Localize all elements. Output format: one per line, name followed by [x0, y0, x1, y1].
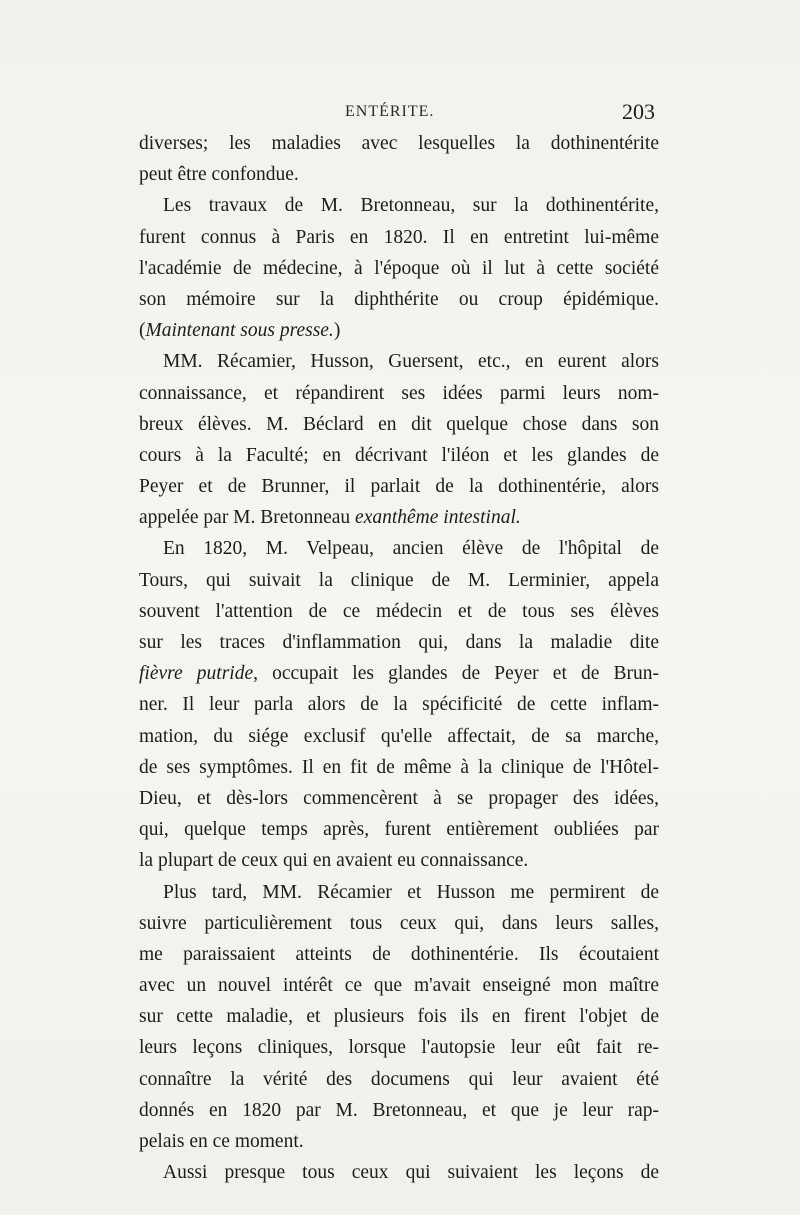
text-line: pelais en ce moment.	[139, 1131, 304, 1152]
text-line: MM. Récamier, Husson, Guersent, etc., en eurent alors	[163, 351, 659, 373]
text-line: cours à la Faculté; en décrivant l'iléon et les glandes de	[139, 444, 659, 466]
text-line: furent connus à Paris en 1820. Il en entretint lui-même	[139, 226, 659, 248]
text-line: peut être confondue.	[139, 164, 299, 186]
text-line: mation, du siége exclusif qu'elle affectait, de sa marche,	[139, 725, 659, 747]
text-line: leurs leçons cliniques, lorsque l'autopsie leur eût fait re-	[139, 1037, 659, 1059]
text-line: l'académie de médecine, à l'époque où il lut à cette société	[139, 257, 659, 279]
text-line	[139, 502, 659, 533]
text-line: donnés en 1820 par M. Bretonneau, et que je leur rap-	[139, 1099, 659, 1121]
running-title: ENTÉRITE.	[345, 103, 435, 120]
italic-text: Maintenant sous presse.	[145, 320, 334, 342]
text-line: qui, quelque temps après, furent entièrement oubliées par	[139, 819, 659, 841]
text-line: Aussi presque tous ceux qui suivaient les leçons de	[163, 1162, 659, 1184]
text-line: la plupart de ceux qui en avaient eu connaissance.	[139, 850, 529, 872]
text-span: (	[139, 320, 146, 342]
text-line: En 1820, M. Velpeau, ancien élève de l'hôpital de	[163, 538, 659, 560]
text-line: diverses; les maladies avec lesquelles la dothinentérite	[139, 133, 659, 154]
text-line: suivre particulièrement tous ceux qui, dans leurs salles,	[139, 912, 659, 934]
text-line: Dieu, et dès-lors commencèrent à se propager des idées,	[139, 787, 659, 809]
text-line: ner. Il leur parla alors de la spécificité de cette inflam-	[139, 694, 659, 716]
text-line: breux élèves. M. Béclard en dit quelque chose dans son	[139, 413, 659, 435]
text-line: avec un nouvel intérêt ce que m'avait enseigné mon maître	[139, 975, 659, 997]
italic-text: exanthême intestinal.	[355, 507, 521, 529]
text-line	[139, 315, 659, 346]
text-span: appelée par M. Bretonneau	[139, 507, 356, 529]
text-line: Plus tard, MM. Récamier et Husson me permirent de	[163, 881, 659, 903]
text-line: de ses symptômes. Il en fit de même à la clinique de l'Hôtel-	[139, 756, 659, 778]
text-line: Peyer et de Brunner, il parlait de la dothinentérie, alors	[139, 476, 659, 498]
text-line: sur les traces d'inflammation qui, dans la maladie dite	[139, 632, 659, 653]
text-span: , occupait les glandes de Peyer et de Brun-	[253, 663, 659, 685]
text-line: me paraissaient atteints de dothinentérie. Ils écoutaient	[139, 943, 659, 965]
text-span: )	[333, 320, 341, 342]
text-line: connaître la vérité des documens qui leur avaient été	[139, 1068, 659, 1090]
text-line: Les travaux de M. Bretonneau, sur la dothinentérite,	[163, 195, 659, 217]
italic-text: fièvre putride	[139, 663, 254, 685]
text-line: Tours, qui suivait la clinique de M. Lerminier, appela	[139, 569, 659, 591]
page-number: 203	[622, 99, 655, 124]
text-line: souvent l'attention de ce médecin et de tous ses élèves	[139, 600, 659, 622]
text-line: son mémoire sur la diphthérite ou croup épidémique.	[139, 288, 659, 310]
body-text	[139, 128, 659, 1188]
text-line: connaissance, et répandirent ses idées parmi leurs nom-	[139, 382, 659, 404]
text-line: sur cette maladie, et plusieurs fois ils en firent l'objet de	[139, 1006, 659, 1028]
text-line	[139, 658, 659, 689]
